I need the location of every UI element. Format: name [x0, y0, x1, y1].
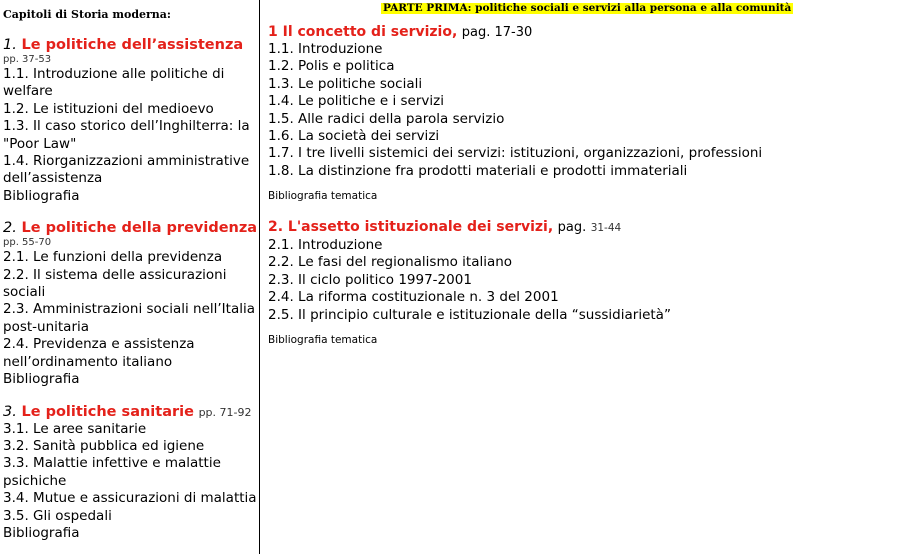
chapter-pages: pp. 37-53 — [3, 54, 52, 65]
section-heading[interactable] — [268, 219, 671, 237]
list-item[interactable]: 1.4. Le politiche e i servizi — [268, 93, 444, 110]
chapter-pages: pp. 55-70 — [3, 237, 52, 249]
list-item[interactable]: 2.2. Il sistema delle assicurazioni sociali — [3, 266, 227, 301]
chapter-1 — [3, 37, 259, 205]
list-item[interactable]: 3.3. Malattie infettive e malattie psichiche — [3, 455, 221, 489]
list-item[interactable]: 1.4. Riorganizzazioni amministrative dell’assistenza — [3, 153, 250, 187]
section-heading[interactable] — [268, 24, 762, 41]
list-item[interactable]: 1.3. Le politiche sociali — [268, 75, 423, 92]
chapter-3 — [3, 404, 259, 543]
list-item[interactable]: 1.1. Introduzione alle politiche di welfare — [3, 66, 225, 100]
section-1 — [268, 24, 762, 202]
list-item[interactable]: 1.1. Introduzione — [268, 41, 383, 57]
bibliography-link[interactable]: Bibliografia — [3, 371, 80, 388]
list-item[interactable]: 2.4. La riforma costituzionale n. 3 del 2001 — [268, 289, 559, 306]
section-title[interactable]: 1 Il concetto di servizio, — [268, 24, 458, 40]
chapter-2 — [3, 220, 259, 388]
list-item[interactable]: 2.2. Le fasi del regionalismo italiano — [268, 254, 513, 271]
section-2 — [268, 219, 671, 346]
list-item[interactable]: 1.3. Il caso storico dell’Inghilterra: la "Poor Law" — [3, 118, 250, 152]
left-column-title: Capitoli di Storia moderna: — [3, 8, 171, 21]
bibliography-link[interactable]: Bibliografia tematica — [268, 190, 378, 203]
list-item[interactable]: 2.1. Introduzione — [268, 237, 383, 253]
list-item[interactable]: 1.5. Alle radici della parola servizio — [268, 110, 505, 127]
bibliography-link[interactable]: Bibliografia — [3, 524, 80, 541]
chapter-title[interactable]: Le politiche dell’assistenza — [21, 37, 244, 53]
chapter-heading[interactable]: 3. Le politiche sanitarie pp. 71-92 — [3, 403, 252, 420]
list-item[interactable]: 2.1. Le funzioni della previdenza — [3, 249, 223, 266]
list-item[interactable]: 3.5. Gli ospedali — [3, 507, 112, 524]
bibliography-link[interactable]: Bibliografia — [3, 187, 80, 204]
list-item[interactable]: 2.4. Previdenza e assistenza nell’ordinamento italiano — [3, 336, 195, 370]
list-item[interactable]: 3.4. Mutue e assicurazioni di malattia — [3, 490, 257, 507]
section-pages: pag. 17-30 — [461, 25, 533, 40]
section-pages-label: pag. — [557, 220, 587, 235]
list-item[interactable]: 1.6. La società dei servizi — [268, 128, 440, 145]
chapter-title[interactable]: Le politiche sanitarie — [21, 403, 194, 420]
list-item[interactable]: 1.2. Le istituzioni del medioevo — [3, 100, 214, 117]
left-column — [0, 0, 260, 554]
bibliography-link[interactable]: Bibliografia tematica — [268, 334, 378, 347]
chapter-pages: pp. 71-92 — [198, 405, 252, 419]
list-item[interactable]: 3.1. Le aree sanitarie — [3, 420, 147, 437]
list-item[interactable]: 3.2. Sanità pubblica ed igiene — [3, 437, 205, 454]
right-column — [261, 0, 900, 554]
list-item[interactable]: 1.7. I tre livelli sistemici dei servizi: istituzioni, organizzazioni, professioni — [268, 145, 763, 162]
chapter-heading[interactable]: 2. Le politiche della previdenza — [3, 220, 258, 237]
section-title[interactable]: 2. L'assetto istituzionale dei servizi, — [268, 219, 554, 235]
list-item[interactable]: 1.8. La distinzione fra prodotti materiali e prodotti immateriali — [268, 162, 688, 179]
section-pages: 31-44 — [590, 222, 622, 234]
list-item[interactable]: 1.2. Polis e politica — [268, 58, 395, 75]
part-title: PARTE PRIMA: politiche sociali e servizi alla persona e alla comunità — [383, 2, 792, 14]
chapter-title[interactable]: Le politiche della previdenza — [21, 220, 258, 237]
list-item[interactable]: 2.3. Il ciclo politico 1997-2001 — [268, 271, 472, 288]
list-item[interactable]: 2.3. Amministrazioni sociali nell’Italia post-unitaria — [3, 301, 255, 335]
list-item[interactable]: 2.5. Il principio culturale e istituzionale della “sussidiarietà” — [268, 306, 671, 323]
chapter-heading[interactable]: 1. Le politiche dell’assistenza — [3, 37, 244, 53]
part-title-bar — [381, 0, 793, 14]
